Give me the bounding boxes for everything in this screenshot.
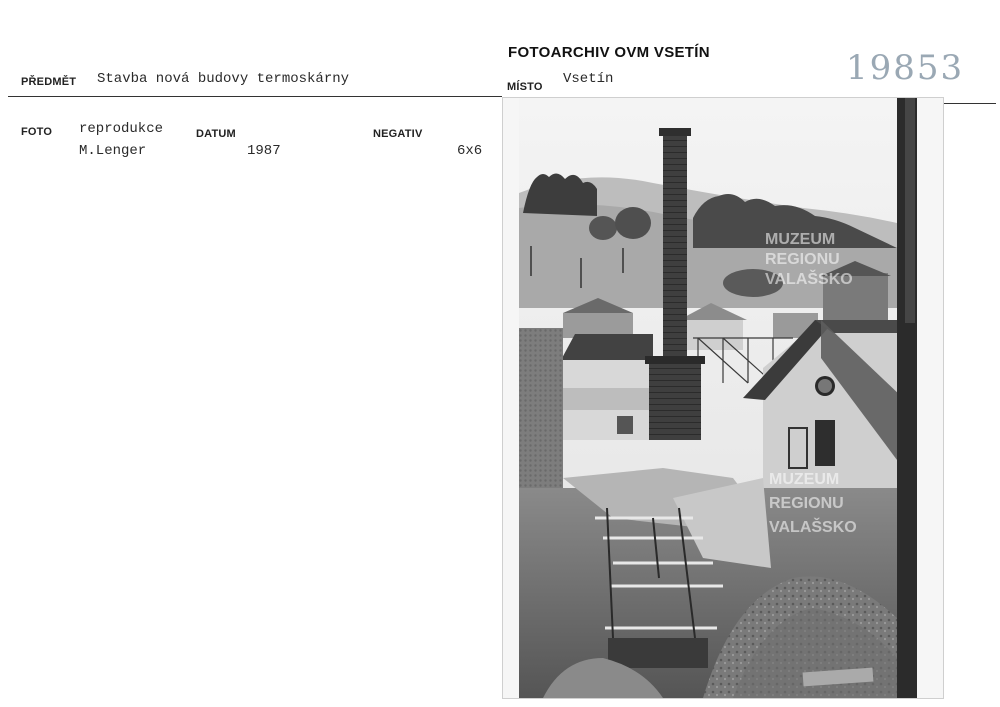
misto-label: MÍSTO — [507, 81, 543, 93]
foto-value-technique: reprodukce — [79, 121, 164, 137]
datum-label: DATUM — [196, 128, 236, 140]
negativ-label: NEGATIV — [373, 128, 423, 140]
watermark-line-2: REGIONU — [769, 495, 844, 512]
datum-value: 1987 — [247, 143, 281, 159]
header-rule-right — [944, 103, 996, 104]
foto-label: FOTO — [21, 126, 53, 138]
watermark-line-1: MUZEUM — [769, 471, 840, 488]
archive-title: FOTOARCHIV OVM VSETÍN — [508, 44, 710, 61]
watermark-line-2: REGIONU — [765, 251, 840, 268]
watermark-line-3: VALAŠSKO — [769, 519, 857, 536]
header-rule-left — [8, 96, 502, 97]
watermark-line-3: VALAŠSKO — [765, 271, 853, 288]
historical-photograph — [502, 97, 944, 699]
misto-value: Vsetín — [563, 71, 614, 87]
negativ-value: 6x6 — [457, 143, 483, 159]
foto-value-author: M.Lenger — [79, 143, 147, 159]
photo-scene — [503, 98, 943, 698]
watermark-line-1: MUZEUM — [765, 231, 836, 248]
predmet-label: PŘEDMĚT — [21, 76, 77, 88]
inventory-number-stamp: 19853 — [846, 48, 965, 88]
predmet-value: Stavba nová budovy termoskárny — [97, 71, 350, 87]
